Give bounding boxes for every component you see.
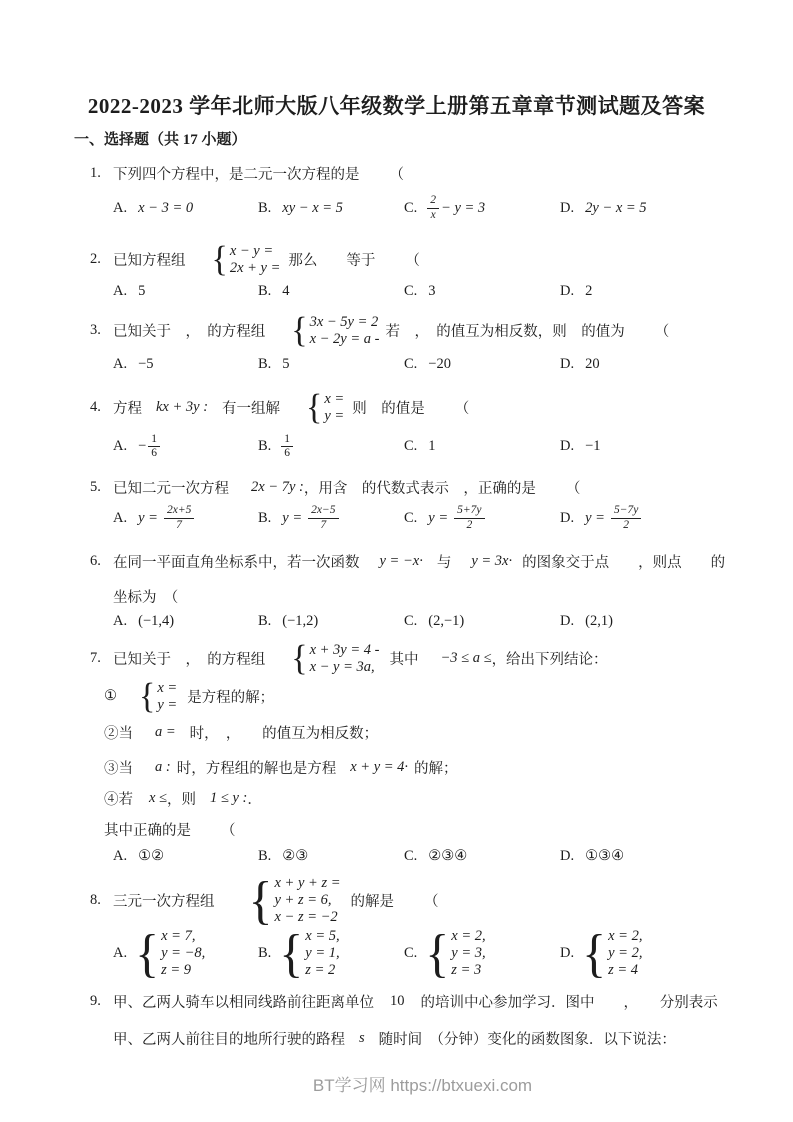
q7-s3-math2: x + y = 4·: [350, 758, 409, 775]
q8-option-a-system: [135, 923, 206, 983]
question-8-stem: [90, 870, 753, 930]
q3-paren: （: [654, 324, 670, 341]
option-value: x − 3 = 0: [138, 199, 194, 216]
question-2-number: 2.: [90, 251, 101, 268]
question-9-number: 9.: [90, 992, 101, 1009]
question-1-options: [113, 194, 793, 223]
option-label: C.: [404, 282, 418, 299]
q2-text-after: 那么 等于: [288, 253, 376, 270]
q4-option-c: [404, 438, 560, 455]
option-label: D.: [560, 199, 575, 216]
q7-statement-1: [104, 676, 793, 716]
q7-s2-text2: 时， ， 的值互为相反数；: [189, 725, 379, 742]
option-label: A.: [113, 438, 128, 455]
option-value: ②③: [282, 847, 309, 864]
option-value: ①③④: [585, 847, 625, 864]
option-label: D.: [560, 944, 575, 961]
option-value: ②③④: [428, 847, 468, 864]
q8-option-b: [258, 923, 404, 983]
fraction: [611, 504, 641, 533]
option-value: (2,1): [585, 612, 613, 629]
option-label: C.: [404, 847, 418, 864]
q7-s4-math2: 1 ≤ y :: [210, 789, 248, 806]
q4-text: 方程: [113, 401, 142, 418]
option-value: 2y − x = 5: [585, 199, 647, 216]
q5-equation: 2x − 7y :: [251, 479, 304, 496]
q4-option-b: [258, 433, 404, 462]
option-label: B.: [258, 438, 272, 455]
q7-statement-3: [104, 757, 793, 778]
fraction-numerator: 1: [148, 433, 160, 448]
q7-s4-math: x ≤: [149, 789, 168, 806]
q7-s2-math: a =: [155, 723, 176, 740]
q2-paren: （: [405, 253, 420, 270]
question-4-stem: [90, 387, 753, 427]
solution-line: y = 2,: [608, 944, 643, 961]
q1-option-c: [404, 194, 560, 223]
q4-text-mid: 有一组解: [222, 401, 281, 418]
question-3-number: 3.: [90, 322, 101, 339]
q6-option-a: [113, 613, 258, 630]
question-1-stem: [90, 163, 753, 184]
q5-text-after: ，用含 的代数式表示 ，正确的是: [303, 481, 536, 498]
fraction: [427, 194, 439, 223]
fraction-denominator: 7: [176, 518, 183, 531]
option-label: A.: [113, 847, 128, 864]
fraction-denominator: 2: [623, 518, 630, 531]
q8-option-a: [113, 923, 258, 983]
option-value: ①②: [138, 847, 165, 864]
q9-distance-value: 10: [390, 992, 405, 1009]
q3-option-c: [404, 356, 560, 373]
question-9-stem: [90, 991, 753, 1012]
q2-equation-1: x − y =: [229, 242, 274, 259]
q4-solution-1: x =: [324, 390, 345, 407]
footer-watermark: BT学习网 https://btxuexi.com: [312, 1076, 533, 1095]
q4-text-after: 则 的值是: [352, 401, 425, 418]
q7-equation-2: x − y = 3a,: [309, 658, 375, 675]
q9-text-3: 甲、乙两人前往目的地所行驶的路程: [113, 1031, 345, 1048]
q7-s1-line-1: x =: [157, 679, 178, 696]
q7-conclusion-text: 其中正确的是: [104, 822, 191, 839]
q7-text-after: ，给出下列结论：: [491, 652, 608, 669]
question-9-line-2: [113, 1028, 793, 1049]
q8-paren: （: [424, 893, 439, 910]
q2-text: 已知方程组: [113, 253, 186, 270]
q2-option-d: [560, 283, 793, 300]
q8-equation-2: y + z = 6,: [274, 891, 332, 908]
solution-line: x = 2,: [451, 927, 486, 944]
q7-statement-2: [104, 722, 793, 743]
solution-line: y = 1,: [305, 944, 340, 961]
option-label: D.: [560, 847, 575, 864]
fraction: [454, 504, 484, 533]
q7-constraint: −3 ≤ a ≤: [440, 650, 492, 667]
q1-option-b: [258, 200, 404, 217]
option-value: 5: [138, 282, 146, 299]
option-lhs: y =: [138, 509, 158, 526]
question-1-number: 1.: [90, 165, 101, 181]
q6-option-c: [404, 613, 560, 630]
question-7-options: [113, 848, 793, 865]
option-label: C.: [404, 509, 418, 526]
brace-icon: {: [425, 923, 450, 983]
q5-paren: （: [565, 481, 581, 498]
option-value: 1: [428, 438, 436, 455]
solution-line: z = 3: [451, 961, 482, 978]
q8-option-c-system: [425, 923, 486, 983]
option-value: −1: [585, 438, 601, 455]
q9-variable-s: s: [359, 1029, 365, 1046]
q2-equation-system: [211, 239, 281, 279]
option-label: A.: [113, 282, 128, 299]
q3-option-a: [113, 356, 258, 373]
q7-s1-line-2: y =: [157, 696, 178, 713]
solution-line: x = 2,: [608, 927, 643, 944]
solution-line: y = −8,: [161, 944, 206, 961]
q8-equation-system: [248, 870, 341, 930]
option-label: C.: [404, 199, 418, 216]
option-value: − y = 3: [441, 199, 486, 216]
q6-text-line2: 坐标为 （: [113, 589, 179, 606]
q7-equation-1: x + 3y = 4 -: [309, 641, 380, 658]
fraction-numerator: 5−7y: [611, 504, 641, 519]
q5-option-b: [258, 504, 404, 533]
q7-s2-text: ②当: [104, 725, 133, 742]
question-3-options: [113, 356, 793, 373]
q7-paren: （: [221, 822, 236, 839]
q3-option-d: [560, 356, 793, 373]
option-label: D.: [560, 355, 575, 372]
option-value: −20: [428, 355, 451, 372]
q4-solution-2: y =: [324, 407, 345, 424]
option-label: D.: [560, 612, 575, 629]
q6-function-1: y = −x·: [379, 552, 423, 569]
q8-equation-1: x + y + z =: [274, 874, 341, 891]
q7-s1-text: 是方程的解；: [187, 690, 275, 707]
question-2-options: [113, 283, 793, 300]
q7-s4-text3: ．: [247, 791, 262, 808]
solution-line: x = 5,: [305, 927, 340, 944]
option-label: C.: [404, 944, 418, 961]
option-label: C.: [404, 612, 418, 629]
option-value: −5: [138, 355, 154, 372]
q4-solution-system: [306, 387, 345, 427]
brace-icon: {: [306, 387, 323, 427]
question-4-number: 4.: [90, 399, 101, 416]
q1-text: 下列四个方程中，是二元一次方程的是: [113, 167, 360, 183]
option-value: 3: [428, 282, 436, 299]
fraction-denominator: 2: [466, 518, 473, 531]
q7-s3-text: ③当: [104, 760, 133, 777]
option-value: 20: [585, 355, 600, 372]
q6-function-2: y = 3x·: [471, 552, 513, 569]
brace-icon: {: [291, 310, 308, 350]
q4-equation: kx + 3y :: [156, 399, 209, 416]
option-label: A.: [113, 509, 128, 526]
question-5-number: 5.: [90, 479, 101, 496]
option-lhs: y =: [282, 509, 303, 526]
option-label: D.: [560, 438, 575, 455]
q3-equation-system: [291, 310, 380, 350]
option-label: B.: [258, 847, 272, 864]
option-label: D.: [560, 509, 575, 526]
q7-s3-text3: 的解；: [414, 760, 458, 777]
option-label: B.: [258, 199, 272, 216]
option-value: (−1,2): [282, 612, 319, 629]
option-label: C.: [404, 438, 418, 455]
question-6-stem: [90, 551, 753, 572]
q8-option-d-system: [582, 923, 643, 983]
q6-option-b: [258, 613, 404, 630]
q1-option-d: [560, 200, 793, 217]
q2-equation-2: 2x + y =: [229, 259, 281, 276]
q8-option-c: [404, 923, 560, 983]
q6-text: 在同一平面直角坐标系中，若一次函数: [113, 554, 360, 571]
fraction: [164, 504, 194, 533]
q7-text: 已知关于 ， 的方程组: [113, 652, 266, 669]
fraction-denominator: 6: [284, 447, 291, 460]
q1-option-a: [113, 200, 258, 217]
question-6-number: 6.: [90, 552, 101, 569]
option-value: (2,−1): [428, 612, 465, 629]
brace-icon: {: [279, 923, 304, 983]
solution-line: z = 2: [305, 961, 336, 978]
option-label: A.: [113, 612, 128, 629]
statement-mark: ①: [104, 688, 117, 705]
option-label: D.: [560, 282, 575, 299]
q3-equation-1: 3x − 5y = 2: [309, 313, 379, 330]
q6-text-after: 的图象交于点 ，则点 的: [522, 554, 726, 571]
q2-option-a: [113, 283, 258, 300]
q3-text: 已知关于 ， 的方程组: [113, 324, 266, 341]
option-value: 2: [585, 282, 593, 299]
fraction-denominator: 6: [151, 447, 158, 460]
q6-option-d: [560, 613, 793, 630]
q4-paren: （: [454, 401, 470, 418]
option-label: B.: [258, 944, 272, 961]
question-5-stem: [90, 477, 753, 498]
option-label: B.: [258, 509, 272, 526]
solution-line: z = 4: [608, 961, 639, 978]
brace-icon: {: [135, 923, 160, 983]
option-lhs: y =: [428, 509, 449, 526]
q7-option-a: [113, 848, 258, 865]
fraction: [281, 433, 293, 462]
q7-s3-math: a :: [155, 758, 171, 775]
q8-text: 三元一次方程组: [113, 893, 215, 910]
question-6-line-2: [113, 586, 793, 607]
q7-s4-text2: ，则: [167, 791, 197, 808]
q7-equation-system: [291, 638, 380, 678]
question-8-number: 8.: [90, 891, 101, 908]
q5-text: 已知二元一次方程: [113, 481, 229, 498]
brace-icon: {: [291, 638, 308, 678]
option-label: B.: [258, 355, 272, 372]
brace-icon: {: [139, 676, 156, 716]
q4-option-a: [113, 433, 258, 462]
q7-option-d: [560, 848, 793, 865]
solution-line: z = 9: [161, 961, 192, 978]
q2-option-c: [404, 283, 560, 300]
option-value: 5: [282, 355, 290, 372]
question-8-options: [113, 923, 793, 983]
question-5-options: [113, 504, 793, 533]
q4-option-d: [560, 438, 793, 455]
q7-s1-system: [139, 676, 178, 716]
option-value: (−1,4): [138, 612, 175, 629]
q7-option-c: [404, 848, 560, 865]
fraction-numerator: 5+7y: [454, 504, 484, 519]
q9-text-1: 甲、乙两人骑车以相同线路前往距离单位: [113, 994, 374, 1011]
q7-text-mid: 其中: [389, 652, 419, 669]
minus-sign: −: [138, 438, 147, 455]
solution-line: y = 3,: [451, 944, 486, 961]
question-6-options: [113, 613, 793, 630]
option-label: B.: [258, 612, 272, 629]
q5-option-c: [404, 504, 560, 533]
brace-icon: {: [582, 923, 607, 983]
question-2-stem: [90, 239, 753, 279]
q2-option-b: [258, 283, 404, 300]
question-7-number: 7.: [90, 650, 101, 667]
option-label: A.: [113, 199, 128, 216]
option-label: A.: [113, 944, 128, 961]
brace-icon: {: [248, 870, 273, 930]
q7-s3-text2: 时，方程组的解也是方程: [176, 760, 337, 777]
fraction-numerator: 1: [281, 433, 293, 448]
q8-option-d: [560, 923, 793, 983]
q8-equation-3: x − z = −2: [274, 908, 338, 925]
fraction-denominator: x: [430, 208, 436, 221]
fraction-numerator: 2: [427, 194, 439, 209]
question-7-stem: [90, 638, 753, 678]
q9-text-4: 随时间 （分钟）变化的函数图象．以下说法：: [378, 1031, 676, 1048]
fraction-numerator: 2x−5: [308, 504, 338, 519]
option-label: C.: [404, 355, 418, 372]
q8-option-b-system: [279, 923, 340, 983]
option-label: B.: [258, 282, 272, 299]
option-value: xy − x = 5: [282, 199, 343, 216]
brace-icon: {: [211, 239, 228, 279]
option-lhs: y =: [585, 509, 605, 526]
q6-text-mid: 与: [436, 554, 452, 571]
page-title: 2022-2023 学年北师大版八年级数学上册第五章章节测试题及答案: [87, 94, 706, 118]
q7-statement-4: [104, 788, 793, 809]
option-value: 4: [282, 282, 290, 299]
q7-option-b: [258, 848, 404, 865]
fraction-numerator: 2x+5: [164, 504, 194, 519]
q3-option-b: [258, 356, 404, 373]
q8-text-after: 的解是: [350, 893, 394, 910]
q9-text-2: 的培训中心参加学习．图中 ， 分别表示: [420, 994, 718, 1011]
question-4-options: [113, 433, 793, 462]
q3-equation-2: x − 2y = a -: [309, 330, 380, 347]
q7-s4-text: ④若: [104, 791, 133, 808]
q5-option-a: [113, 504, 258, 533]
q5-option-d: [560, 504, 793, 533]
fraction-denominator: 7: [320, 518, 327, 531]
q7-conclusion: [104, 819, 793, 840]
fraction: [148, 433, 160, 462]
option-label: A.: [113, 355, 128, 372]
solution-line: x = 7,: [161, 927, 196, 944]
section-heading: 一、选择题（共 17 小题）: [74, 132, 247, 148]
q3-text-after: 若 ， 的值互为相反数，则 的值为: [385, 324, 625, 341]
q1-paren: （: [389, 167, 404, 183]
question-3-stem: [90, 310, 753, 350]
fraction: [308, 504, 338, 533]
